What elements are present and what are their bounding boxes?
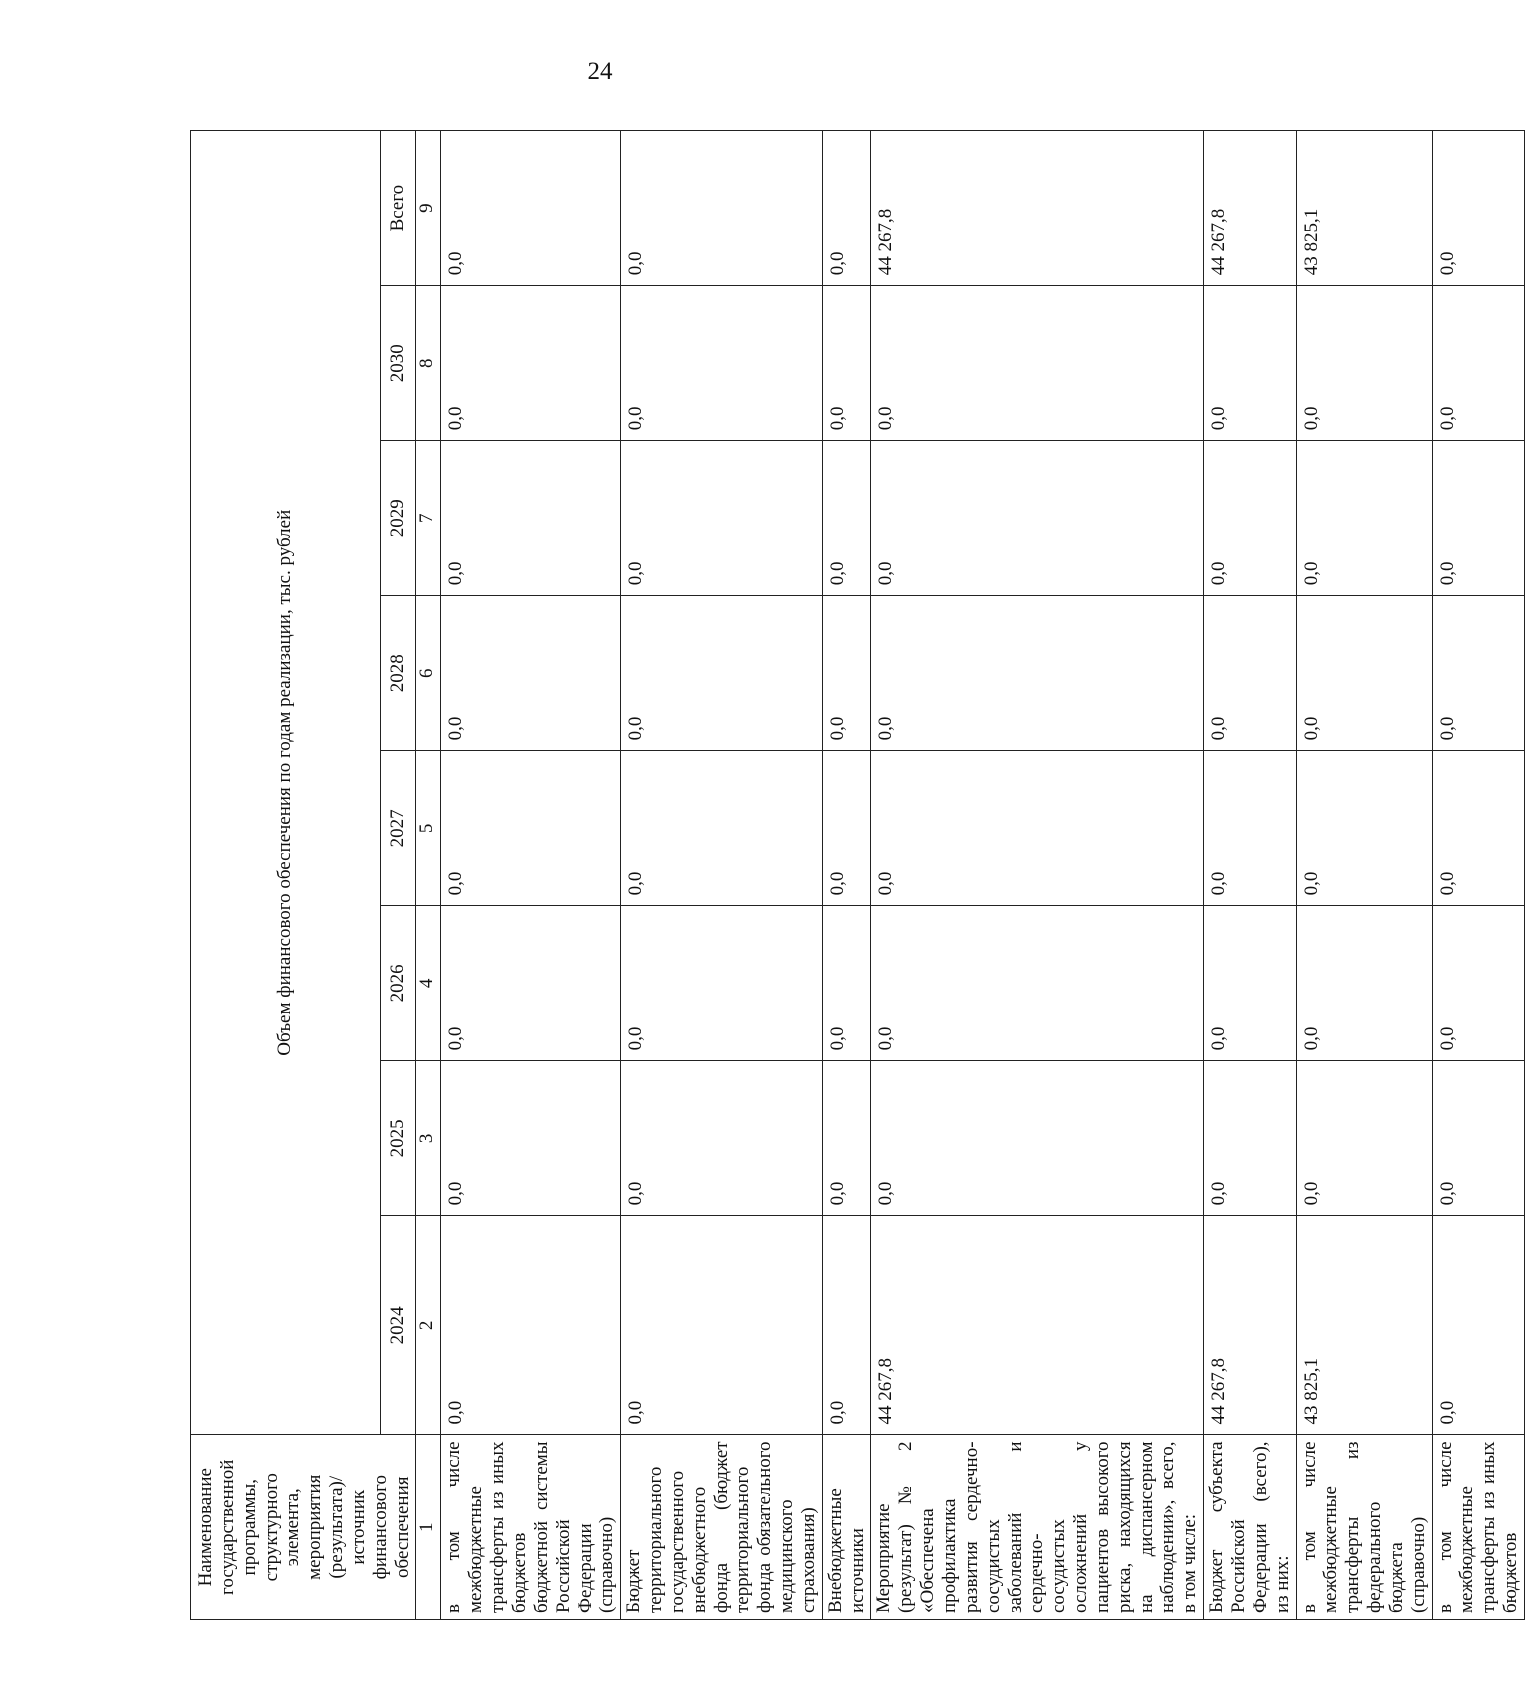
year-header: 2027 (380, 751, 416, 906)
row-value: 0,0 (441, 596, 621, 751)
row-value: 0,0 (1432, 596, 1524, 751)
year-header: 2030 (380, 286, 416, 441)
table-row (822, 131, 871, 1620)
row-value: 0,0 (1432, 286, 1524, 441)
year-header: 2025 (380, 1061, 416, 1216)
row-value: 0,0 (621, 751, 823, 906)
row-value: 0,0 (621, 906, 823, 1061)
financing-table (190, 130, 1525, 1620)
row-value: 0,0 (1204, 1061, 1296, 1216)
row-value: 0,0 (871, 441, 1204, 596)
row-value: 0,0 (441, 1061, 621, 1216)
row-value: 0,0 (1432, 1061, 1524, 1216)
row-value: 0,0 (822, 1061, 871, 1216)
row-value: 0,0 (441, 441, 621, 596)
header-row-years (380, 131, 416, 1620)
row-name: в том числе межбюджетные трансферты из федерального бюджета (справочно) (1296, 1435, 1432, 1620)
column-number: 1 (416, 1435, 441, 1620)
row-value: 0,0 (871, 596, 1204, 751)
row-value: 0,0 (1296, 1061, 1432, 1216)
table-row (1432, 131, 1524, 1620)
row-value: 0,0 (822, 596, 871, 751)
row-value: 44 267,8 (1204, 131, 1296, 286)
total-header: Всего (380, 131, 416, 286)
row-name: в том числе межбюджетные трансферты из иных бюджетов (1432, 1435, 1524, 1620)
row-value: 0,0 (822, 751, 871, 906)
row-value: 0,0 (871, 906, 1204, 1061)
table-row (621, 131, 823, 1620)
row-value: 0,0 (1296, 596, 1432, 751)
row-value: 0,0 (1296, 906, 1432, 1061)
rotated-table-container (190, 130, 1522, 1620)
column-number: 2 (416, 1216, 441, 1435)
row-name: Бюджет территориального государственного внебюджетного фонда (бюджет территориального фонда обязательного медицинского страхования) (621, 1435, 823, 1620)
row-value: 44 267,8 (871, 131, 1204, 286)
year-header: 2026 (380, 906, 416, 1061)
column-number: 8 (416, 286, 441, 441)
row-value: 0,0 (441, 131, 621, 286)
row-value: 0,0 (1432, 1216, 1524, 1435)
row-value: 0,0 (1204, 441, 1296, 596)
row-value: 0,0 (1296, 441, 1432, 596)
row-value: 44 267,8 (1204, 1216, 1296, 1435)
table-row (1296, 131, 1432, 1620)
column-number: 3 (416, 1061, 441, 1216)
row-value: 0,0 (822, 906, 871, 1061)
row-value: 0,0 (822, 1216, 871, 1435)
row-name: в том числе межбюджетные трансферты из иных бюджетов бюджетной системы Российской Федерации (справочно) (441, 1435, 621, 1620)
row-value: 0,0 (441, 906, 621, 1061)
row-value: 43 825,1 (1296, 131, 1432, 286)
name-column-header: Наименование государственной программы, структурного элемента, мероприятия (результата)/источник финансового обеспечения (191, 1435, 416, 1620)
table-row (441, 131, 621, 1620)
row-value: 0,0 (621, 131, 823, 286)
row-name: Бюджет субъекта Российской Федерации (всего), из них: (1204, 1435, 1296, 1620)
row-value: 0,0 (1432, 751, 1524, 906)
column-number: 7 (416, 441, 441, 596)
row-value: 43 825,1 (1296, 1216, 1432, 1435)
column-number: 6 (416, 596, 441, 751)
year-header: 2024 (380, 1216, 416, 1435)
header-row-group (191, 131, 381, 1620)
row-value: 0,0 (1204, 906, 1296, 1061)
row-value: 0,0 (822, 131, 871, 286)
row-value: 0,0 (1296, 751, 1432, 906)
row-value: 0,0 (621, 441, 823, 596)
row-value: 44 267,8 (871, 1216, 1204, 1435)
row-value: 0,0 (822, 286, 871, 441)
column-number: 5 (416, 751, 441, 906)
row-value: 0,0 (1296, 286, 1432, 441)
row-value: 0,0 (1432, 441, 1524, 596)
row-value: 0,0 (1204, 286, 1296, 441)
page-number: 24 (587, 58, 613, 85)
table-row (871, 131, 1204, 1620)
row-value: 0,0 (441, 751, 621, 906)
column-number: 9 (416, 131, 441, 286)
financing-group-header: Объем финансового обеспечения по годам реализации, тыс. рублей (191, 131, 381, 1435)
row-value: 0,0 (441, 286, 621, 441)
row-value: 0,0 (441, 1216, 621, 1435)
row-value: 0,0 (621, 596, 823, 751)
row-value: 0,0 (871, 751, 1204, 906)
row-name: Мероприятие (результат) № 2 «Обеспечена профилактика развития сердечно-сосудистых заболеваний и сердечно-сосудистых осложнений у пациентов высокого риска, находящихся на диспансерном наблюдении», всего, в том числе: (871, 1435, 1204, 1620)
column-number-row (416, 131, 441, 1620)
row-value: 0,0 (871, 286, 1204, 441)
row-value: 0,0 (621, 286, 823, 441)
row-value: 0,0 (1204, 751, 1296, 906)
row-value: 0,0 (621, 1216, 823, 1435)
row-value: 0,0 (871, 1061, 1204, 1216)
row-value: 0,0 (1432, 131, 1524, 286)
column-number: 4 (416, 906, 441, 1061)
table-row (1204, 131, 1296, 1620)
row-value: 0,0 (1432, 906, 1524, 1061)
row-value: 0,0 (822, 441, 871, 596)
row-value: 0,0 (621, 1061, 823, 1216)
year-header: 2029 (380, 441, 416, 596)
year-header: 2028 (380, 596, 416, 751)
row-name: Внебюджетные источники (822, 1435, 871, 1620)
row-value: 0,0 (1204, 596, 1296, 751)
